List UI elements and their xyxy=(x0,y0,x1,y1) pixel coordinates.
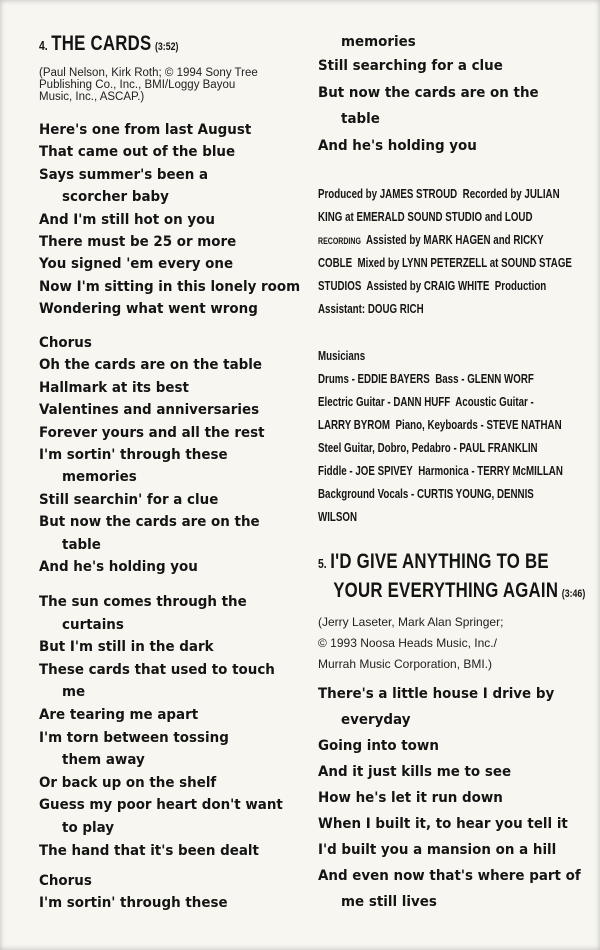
lyric-line: Now I'm sitting in this lonely room xyxy=(39,278,301,295)
production-line xyxy=(318,183,572,206)
chorus-label: Chorus xyxy=(39,335,92,351)
song-5-duration: (3:46) xyxy=(561,588,586,600)
production-text: COBLE xyxy=(318,256,353,270)
musician: Electric Guitar - DANN HUFF xyxy=(318,395,451,409)
song-4-credits xyxy=(39,67,299,103)
lyric-line: Still searchin' for a clue xyxy=(39,491,219,508)
lyric-line: Or back up on the shelf xyxy=(39,774,217,791)
lyric-line: That came out of the blue xyxy=(39,144,236,161)
lyric-line: I'm sortin' through these xyxy=(39,446,228,463)
lyric-line: Here's one from last August xyxy=(39,122,252,138)
song-5-title-line-1: I'D GIVE ANYTHING TO BE xyxy=(330,550,549,573)
lyric-line: But I'm still in the dark xyxy=(39,639,214,656)
lyric-line: And he's holding you xyxy=(318,137,477,154)
credit-line: (Paul Nelson, Kirk Roth; © 1994 Sony Tree xyxy=(39,67,258,79)
lyric-line: table xyxy=(341,111,380,128)
lyric-line: These cards that used to touch xyxy=(39,661,275,678)
production-line: KING at EMERALD SOUND STUDIO and LOUD xyxy=(318,210,533,224)
credit-line: Publishing Co., Inc., BMI/Loggy Bayou xyxy=(39,79,236,91)
musician: Harmonica - TERRY McMILLAN xyxy=(418,464,563,478)
producer: Produced by JAMES STROUD xyxy=(318,187,458,201)
lyric-line: There must be 25 or more xyxy=(39,233,237,250)
lyric-line: I'd built you a mansion on a hill xyxy=(318,842,557,858)
song-5-title-row-1 xyxy=(318,548,585,577)
credit-line: © 1993 Noosa Heads Music, Inc./ xyxy=(318,636,497,650)
musician: Piano, Keyboards - STEVE NATHAN xyxy=(395,418,562,432)
lyric-line: You signed 'em every one xyxy=(39,256,234,273)
credit-line: (Jerry Laseter, Mark Alan Springer; xyxy=(318,615,504,629)
credit-line: Music, Inc., ASCAP.) xyxy=(39,91,145,103)
lyric-line: Valentines and anniversaries xyxy=(39,402,260,419)
musician: Fiddle - JOE SPIVEY xyxy=(318,464,413,478)
lyric-line: Forever yours and all the rest xyxy=(39,424,265,441)
song-4-chorus xyxy=(39,332,265,578)
lyric-line: How he's let it run down xyxy=(318,790,503,806)
production-line xyxy=(318,229,572,252)
musician: Acoustic Guitar - xyxy=(455,395,534,409)
lyric-line: Wondering what went wrong xyxy=(39,301,258,318)
lyric-line: curtains xyxy=(62,616,124,633)
assisted-by: Assisted by MARK HAGEN and RICKY xyxy=(365,233,544,247)
song-5-number: 5. xyxy=(318,556,327,571)
recording-label: RECORDING xyxy=(318,236,361,246)
song-5-heading xyxy=(318,548,585,608)
lyric-line: And he's holding you xyxy=(39,558,198,575)
lyric-line: I'm torn between tossing xyxy=(39,729,229,746)
musicians-line: Background Vocals - CURTIS YOUNG, DENNIS xyxy=(318,487,534,501)
musician: Bass - GLENN WORF xyxy=(435,372,534,386)
song-5-title-line-2: YOUR EVERYTHING AGAIN xyxy=(333,579,559,602)
lyric-line: But now the cards are on the xyxy=(318,84,539,101)
production-credits xyxy=(318,183,572,321)
musician: LARRY BYROM xyxy=(318,418,391,432)
lyric-line: me still lives xyxy=(341,894,437,910)
lyric-line: And I'm still hot on you xyxy=(39,211,215,228)
lyric-line: Hallmark at its best xyxy=(39,379,189,396)
production-assistant: Assistant: DOUG RICH xyxy=(318,302,424,316)
lyric-line: The sun comes through the xyxy=(39,594,247,610)
lyric-line: I'm sortin' through these xyxy=(39,895,228,912)
lyric-line: them away xyxy=(62,752,145,769)
lyric-line: The hand that it's been dealt xyxy=(39,842,259,859)
recorded-by: Recorded by JULIAN xyxy=(462,187,560,201)
lyric-line: Says summer's been a xyxy=(39,166,209,183)
song-4-verse-1 xyxy=(39,119,300,321)
lyric-line: memories xyxy=(341,34,416,50)
lyric-line: me xyxy=(62,684,86,701)
lyric-line: But now the cards are on the xyxy=(39,514,260,531)
song-5-verse-1 xyxy=(318,681,581,915)
lyric-line: table xyxy=(62,536,101,553)
musicians-line xyxy=(318,368,563,391)
lyric-line: And even now that's where part of xyxy=(318,868,581,884)
song-4-verse-2 xyxy=(39,591,283,862)
musicians-credits xyxy=(318,345,563,529)
musician: Drums - EDDIE BAYERS xyxy=(318,372,430,386)
song-4-number: 4. xyxy=(39,38,48,53)
lyric-line: everyday xyxy=(341,712,411,728)
lyric-line: Are tearing me apart xyxy=(39,706,199,723)
lyric-line: And it just kills me to see xyxy=(318,764,512,780)
musicians-line xyxy=(318,460,563,483)
production-line xyxy=(318,252,572,275)
credit-line: Murrah Music Corporation, BMI.) xyxy=(318,657,493,671)
production-text: STUDIOS xyxy=(318,279,362,293)
lyric-line: When I built it, to hear you tell it xyxy=(318,816,568,832)
lyric-line: Guess my poor heart don't want xyxy=(39,797,283,814)
song-5-title-row-2 xyxy=(318,577,585,608)
production-text: Production xyxy=(494,279,547,293)
song-4-heading xyxy=(39,32,178,56)
chorus-label: Chorus xyxy=(39,873,92,889)
musicians-line: Steel Guitar, Dobro, Pedabro - PAUL FRANKLIN xyxy=(318,441,538,455)
lyric-line: scorcher baby xyxy=(62,189,169,206)
song-4-duration: (3:52) xyxy=(154,41,179,53)
lyric-line: Still searching for a clue xyxy=(318,58,503,75)
lyric-line: Oh the cards are on the table xyxy=(39,357,263,374)
song-4-title: THE CARDS xyxy=(51,32,152,55)
lyric-line: memories xyxy=(62,469,137,486)
song-4-chorus-repeat xyxy=(39,870,228,915)
musicians-heading: Musicians xyxy=(318,349,366,363)
musicians-line xyxy=(318,391,563,414)
assisted-by-2: Assisted by CRAIG WHITE xyxy=(366,279,490,293)
song-5-credits xyxy=(318,612,588,675)
lyric-line: Going into town xyxy=(318,738,439,754)
mixed-by: Mixed by LYNN PETERZELL at SOUND STAGE xyxy=(357,256,572,270)
musicians-line xyxy=(318,414,563,437)
production-line xyxy=(318,275,572,298)
lyric-line: There's a little house I drive by xyxy=(318,686,555,702)
musicians-line: WILSON xyxy=(318,510,357,524)
lyric-line: to play xyxy=(62,819,115,836)
song-4-continued xyxy=(318,31,539,159)
